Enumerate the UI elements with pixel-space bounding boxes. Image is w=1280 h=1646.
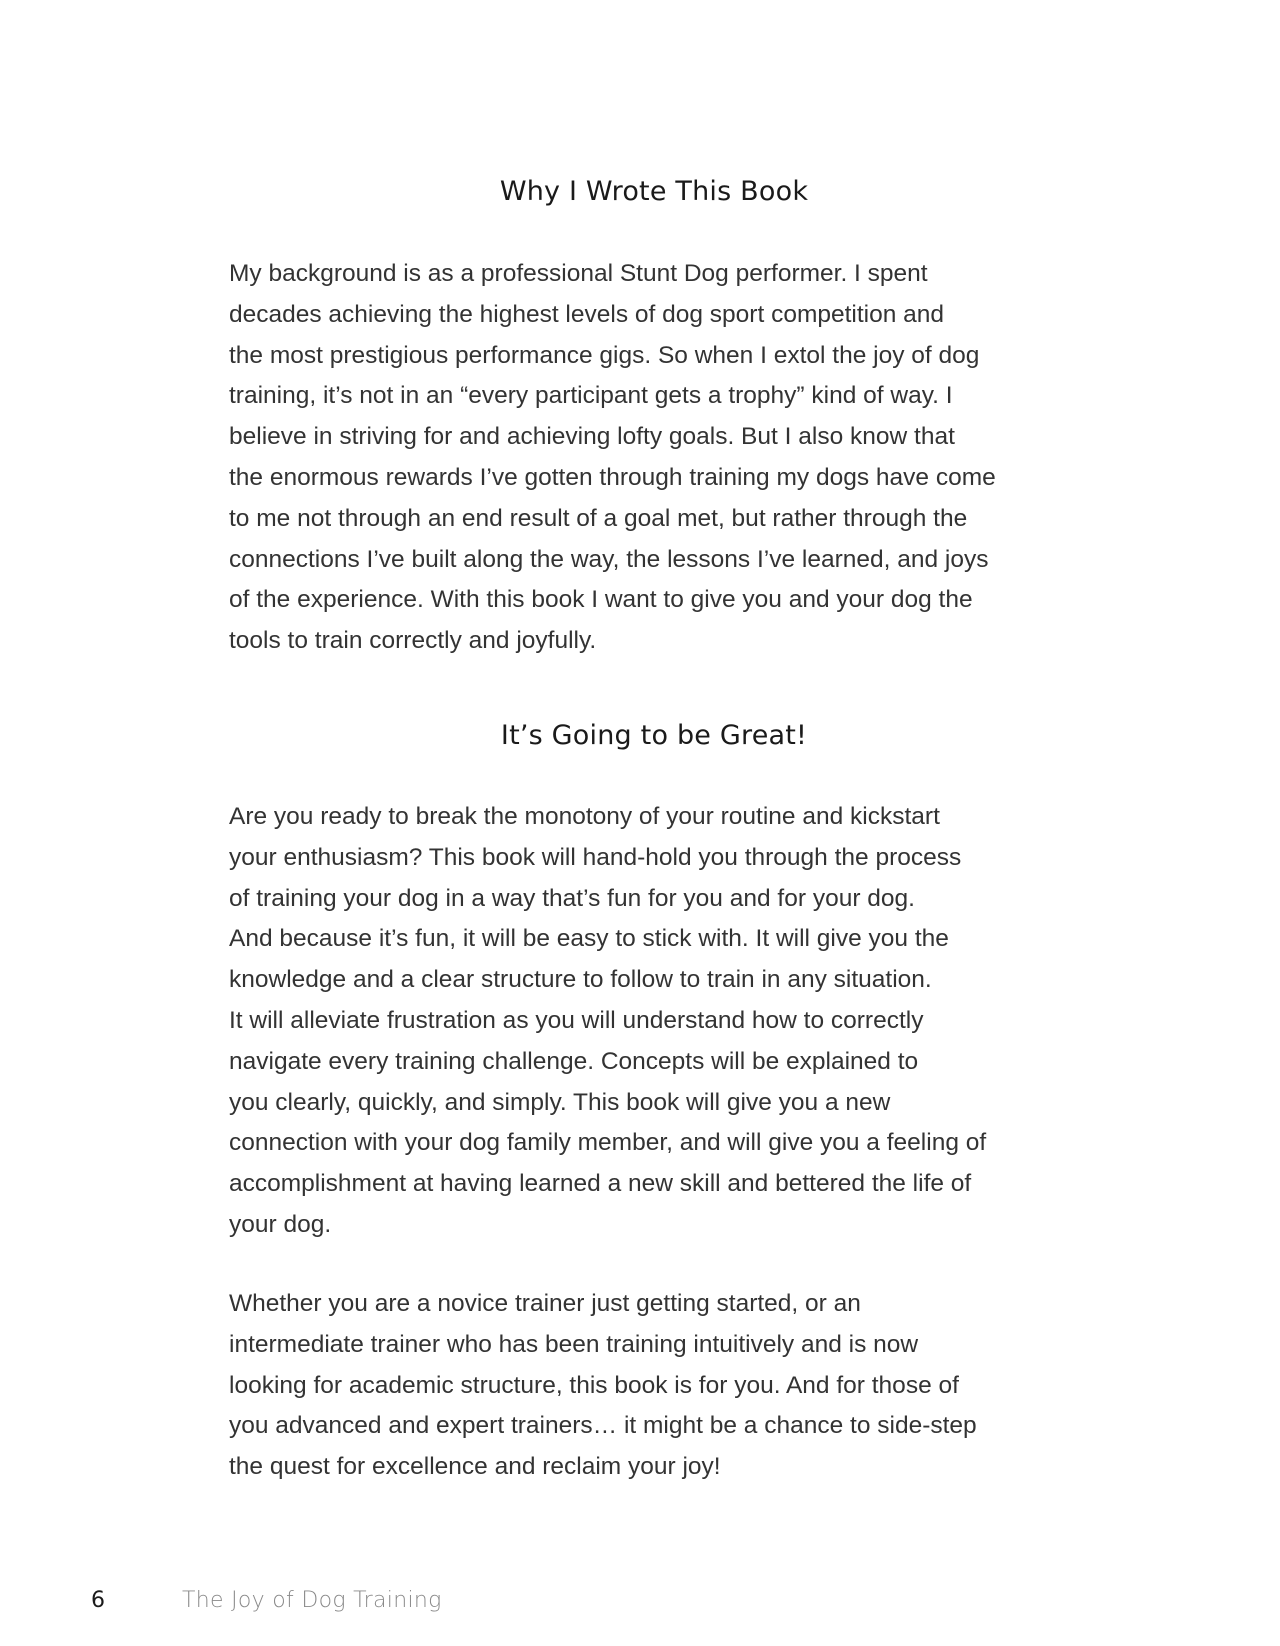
text-line: the quest for excellence and reclaim your joy! [229,1453,721,1481]
page-number: 6 [91,1588,105,1613]
text-line: And because it’s fun, it will be easy to stick with. It will give you the [229,925,949,953]
text-line: decades achieving the highest levels of dog sport competition and [229,300,945,328]
text-line: navigate every training challenge. Concepts will be explained to [229,1047,919,1075]
text-line: the enormous rewards I’ve gotten through training my dogs have come [229,463,996,491]
section-going-to-be-great [229,797,1079,1246]
section-why-i-wrote [229,254,1079,662]
text-line: your dog. [229,1210,332,1238]
section-heading-going-to-be-great: It’s Going to be Great! [500,720,808,751]
text-line: believe in striving for and achieving lofty goals. But I also know that [229,423,955,451]
section-heading-why-i-wrote: Why I Wrote This Book [499,176,809,207]
text-line: of the experience. With this book I want to give you and your dog the [229,586,973,614]
text-line: connections I’ve built along the way, the lessons I’ve learned, and joys [229,545,989,573]
page-footer [0,1588,1280,1628]
text-line: knowledge and a clear structure to follow to train in any situation. [229,966,932,994]
paragraph [229,254,1079,662]
text-line: you advanced and expert trainers… it might be a chance to side-step [229,1412,977,1440]
text-line: My background is as a professional Stunt Dog performer. I spent [229,260,928,287]
text-line: training, it’s not in an “every participant gets a trophy” kind of way. I [229,382,953,410]
text-line: connection with your dog family member, and will give you a feeling of [229,1129,987,1157]
text-line: your enthusiasm? This book will hand-hold you through the process [229,843,962,871]
paragraph [229,1284,1079,1488]
section-going-to-be-great-continued [229,1284,1079,1488]
text-line: the most prestigious performance gigs. So when I extol the joy of dog [229,341,980,369]
text-line: Are you ready to break the monotony of your routine and kickstart [229,803,940,830]
text-line: accomplishment at having learned a new skill and bettered the life of [229,1170,972,1198]
text-line: Whether you are a novice trainer just getting started, or an [229,1290,861,1317]
text-line: looking for academic structure, this book is for you. And for those of [229,1371,959,1399]
text-line: intermediate trainer who has been training intuitively and is now [229,1330,919,1358]
paragraph [229,797,1079,1246]
text-line: of training your dog in a way that’s fun for you and for your dog. [229,884,915,912]
text-line: you clearly, quickly, and simply. This book will give you a new [229,1088,891,1116]
text-line: to me not through an end result of a goal met, but rather through the [229,504,968,532]
text-line: It will alleviate frustration as you will understand how to correctly [229,1006,924,1034]
text-line: tools to train correctly and joyfully. [229,627,597,655]
running-title: The Joy of Dog Training [182,1588,442,1613]
